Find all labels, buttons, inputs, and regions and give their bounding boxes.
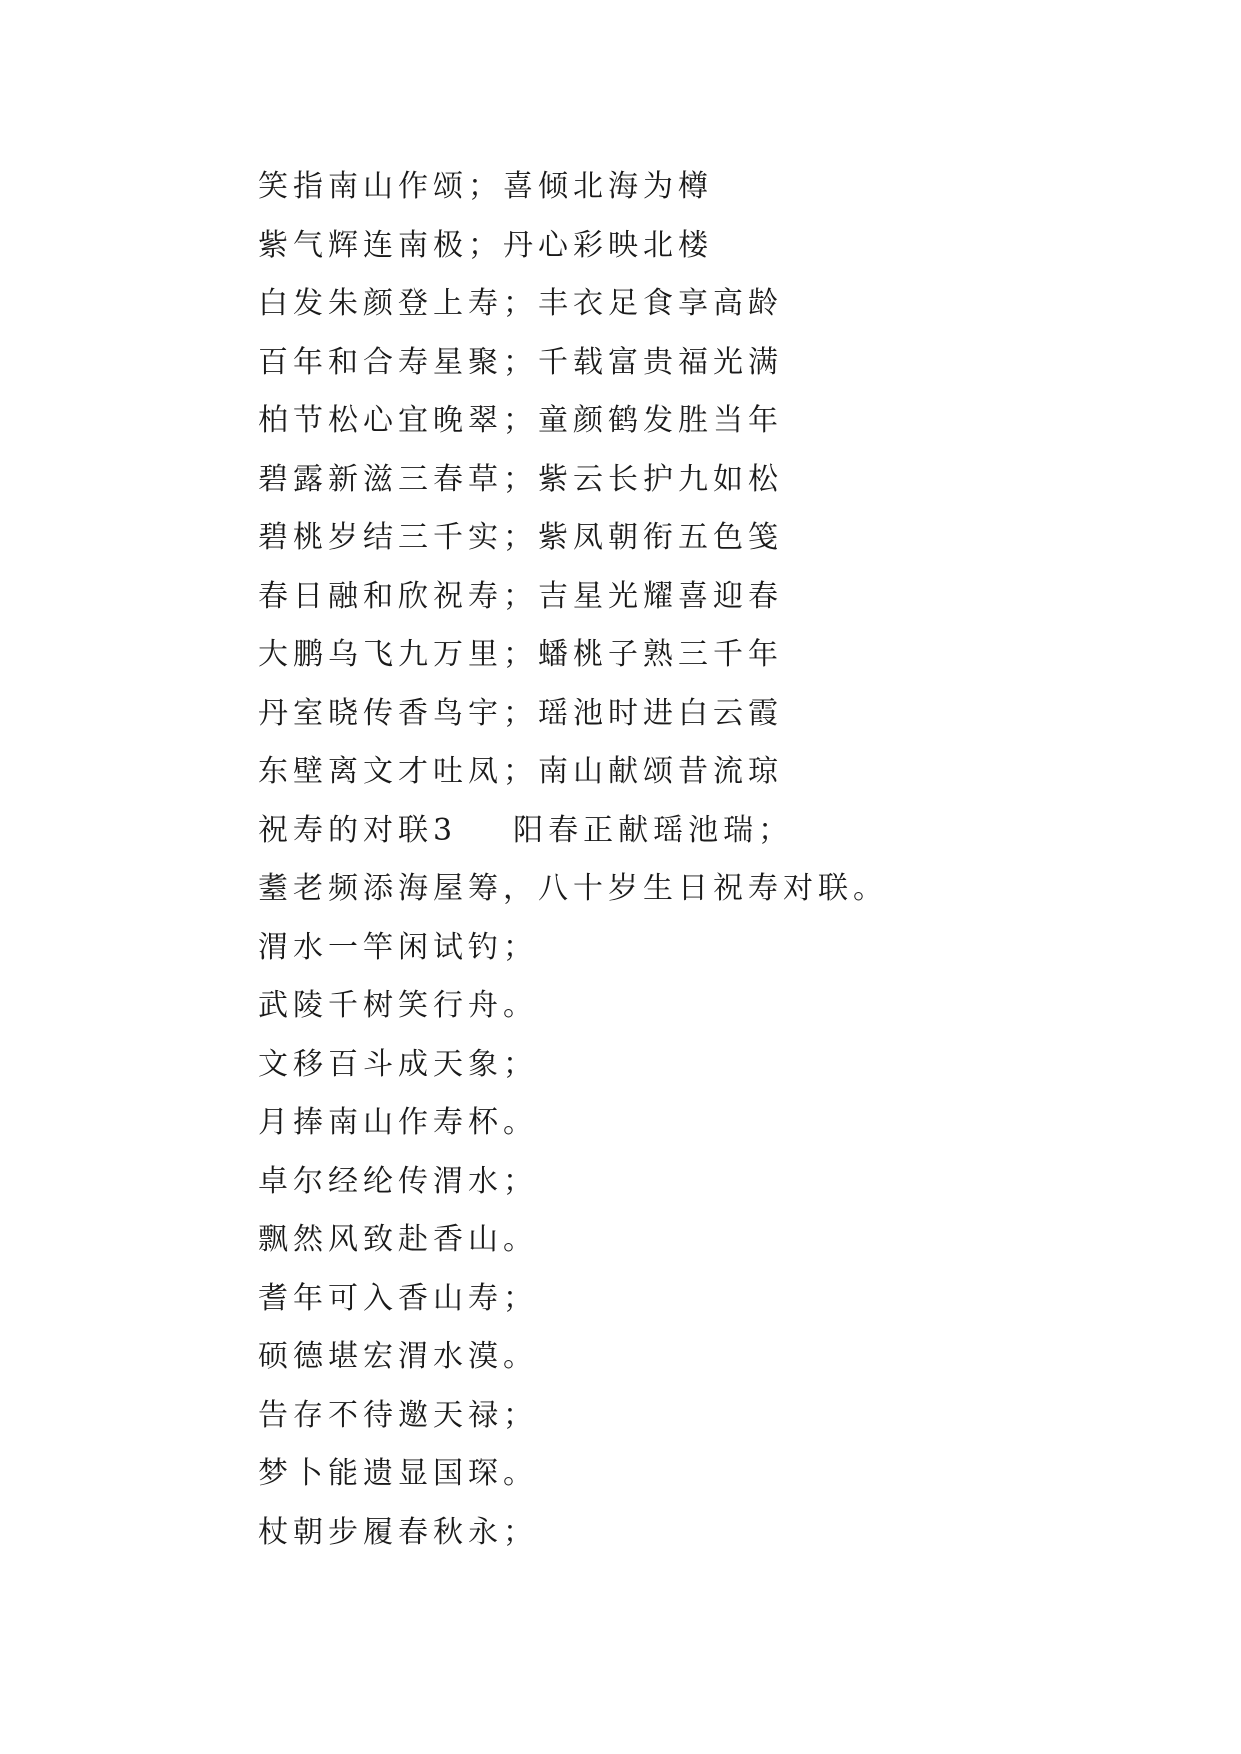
text-line: 碧桃岁结三千实；紫凤朝衔五色笺 <box>258 520 783 555</box>
text-line: 笑指南山作颂；喜倾北海为樽 <box>258 169 713 204</box>
text-line: 碧露新滋三春草；紫云长护九如松 <box>258 461 783 497</box>
text-line: 耋老频添海屋筹，八十岁生日祝寿对联。 <box>258 871 888 906</box>
text-line: 紫气辉连南极；丹心彩映北楼 <box>258 227 713 263</box>
section-title: 祝寿的对联3 <box>258 812 458 848</box>
section-first-text: 阳春正献瑶池瑞； <box>513 812 794 848</box>
section-heading-line <box>258 802 1158 861</box>
text-line: 丹室晓传香鸟宇；瑶池时进白云霞 <box>258 695 783 731</box>
text-line: 白发朱颜登上寿；丰衣足食享高龄 <box>258 286 783 321</box>
text-line: 卓尔经纶传渭水； <box>258 1163 538 1199</box>
document-body <box>258 158 1158 1562</box>
text-line: 大鹏乌飞九万里；蟠桃子熟三千年 <box>258 637 783 672</box>
text-line: 武陵千树笑行舟。 <box>258 988 538 1023</box>
text-line: 柏节松心宜晚翠；童颜鹤发胜当年 <box>258 403 783 438</box>
text-line: 百年和合寿星聚；千载富贵福光满 <box>258 344 783 380</box>
text-line: 耆年可入香山寿； <box>258 1280 538 1316</box>
text-line: 梦卜能遗显国琛。 <box>258 1456 538 1491</box>
text-line: 硕德堪宏渭水漠。 <box>258 1339 538 1374</box>
text-line: 渭水一竿闲试钓； <box>258 929 538 965</box>
text-line: 杖朝步履春秋永； <box>258 1514 538 1550</box>
text-line: 月捧南山作寿杯。 <box>258 1105 538 1140</box>
text-line: 文移百斗成天象； <box>258 1046 538 1082</box>
text-line: 告存不待邀天禄； <box>258 1397 538 1433</box>
text-line: 飘然风致赴香山。 <box>258 1222 538 1257</box>
text-line: 东壁离文才吐凤；南山献颂昔流琼 <box>258 754 783 789</box>
text-line: 春日融和欣祝寿；吉星光耀喜迎春 <box>258 578 783 614</box>
